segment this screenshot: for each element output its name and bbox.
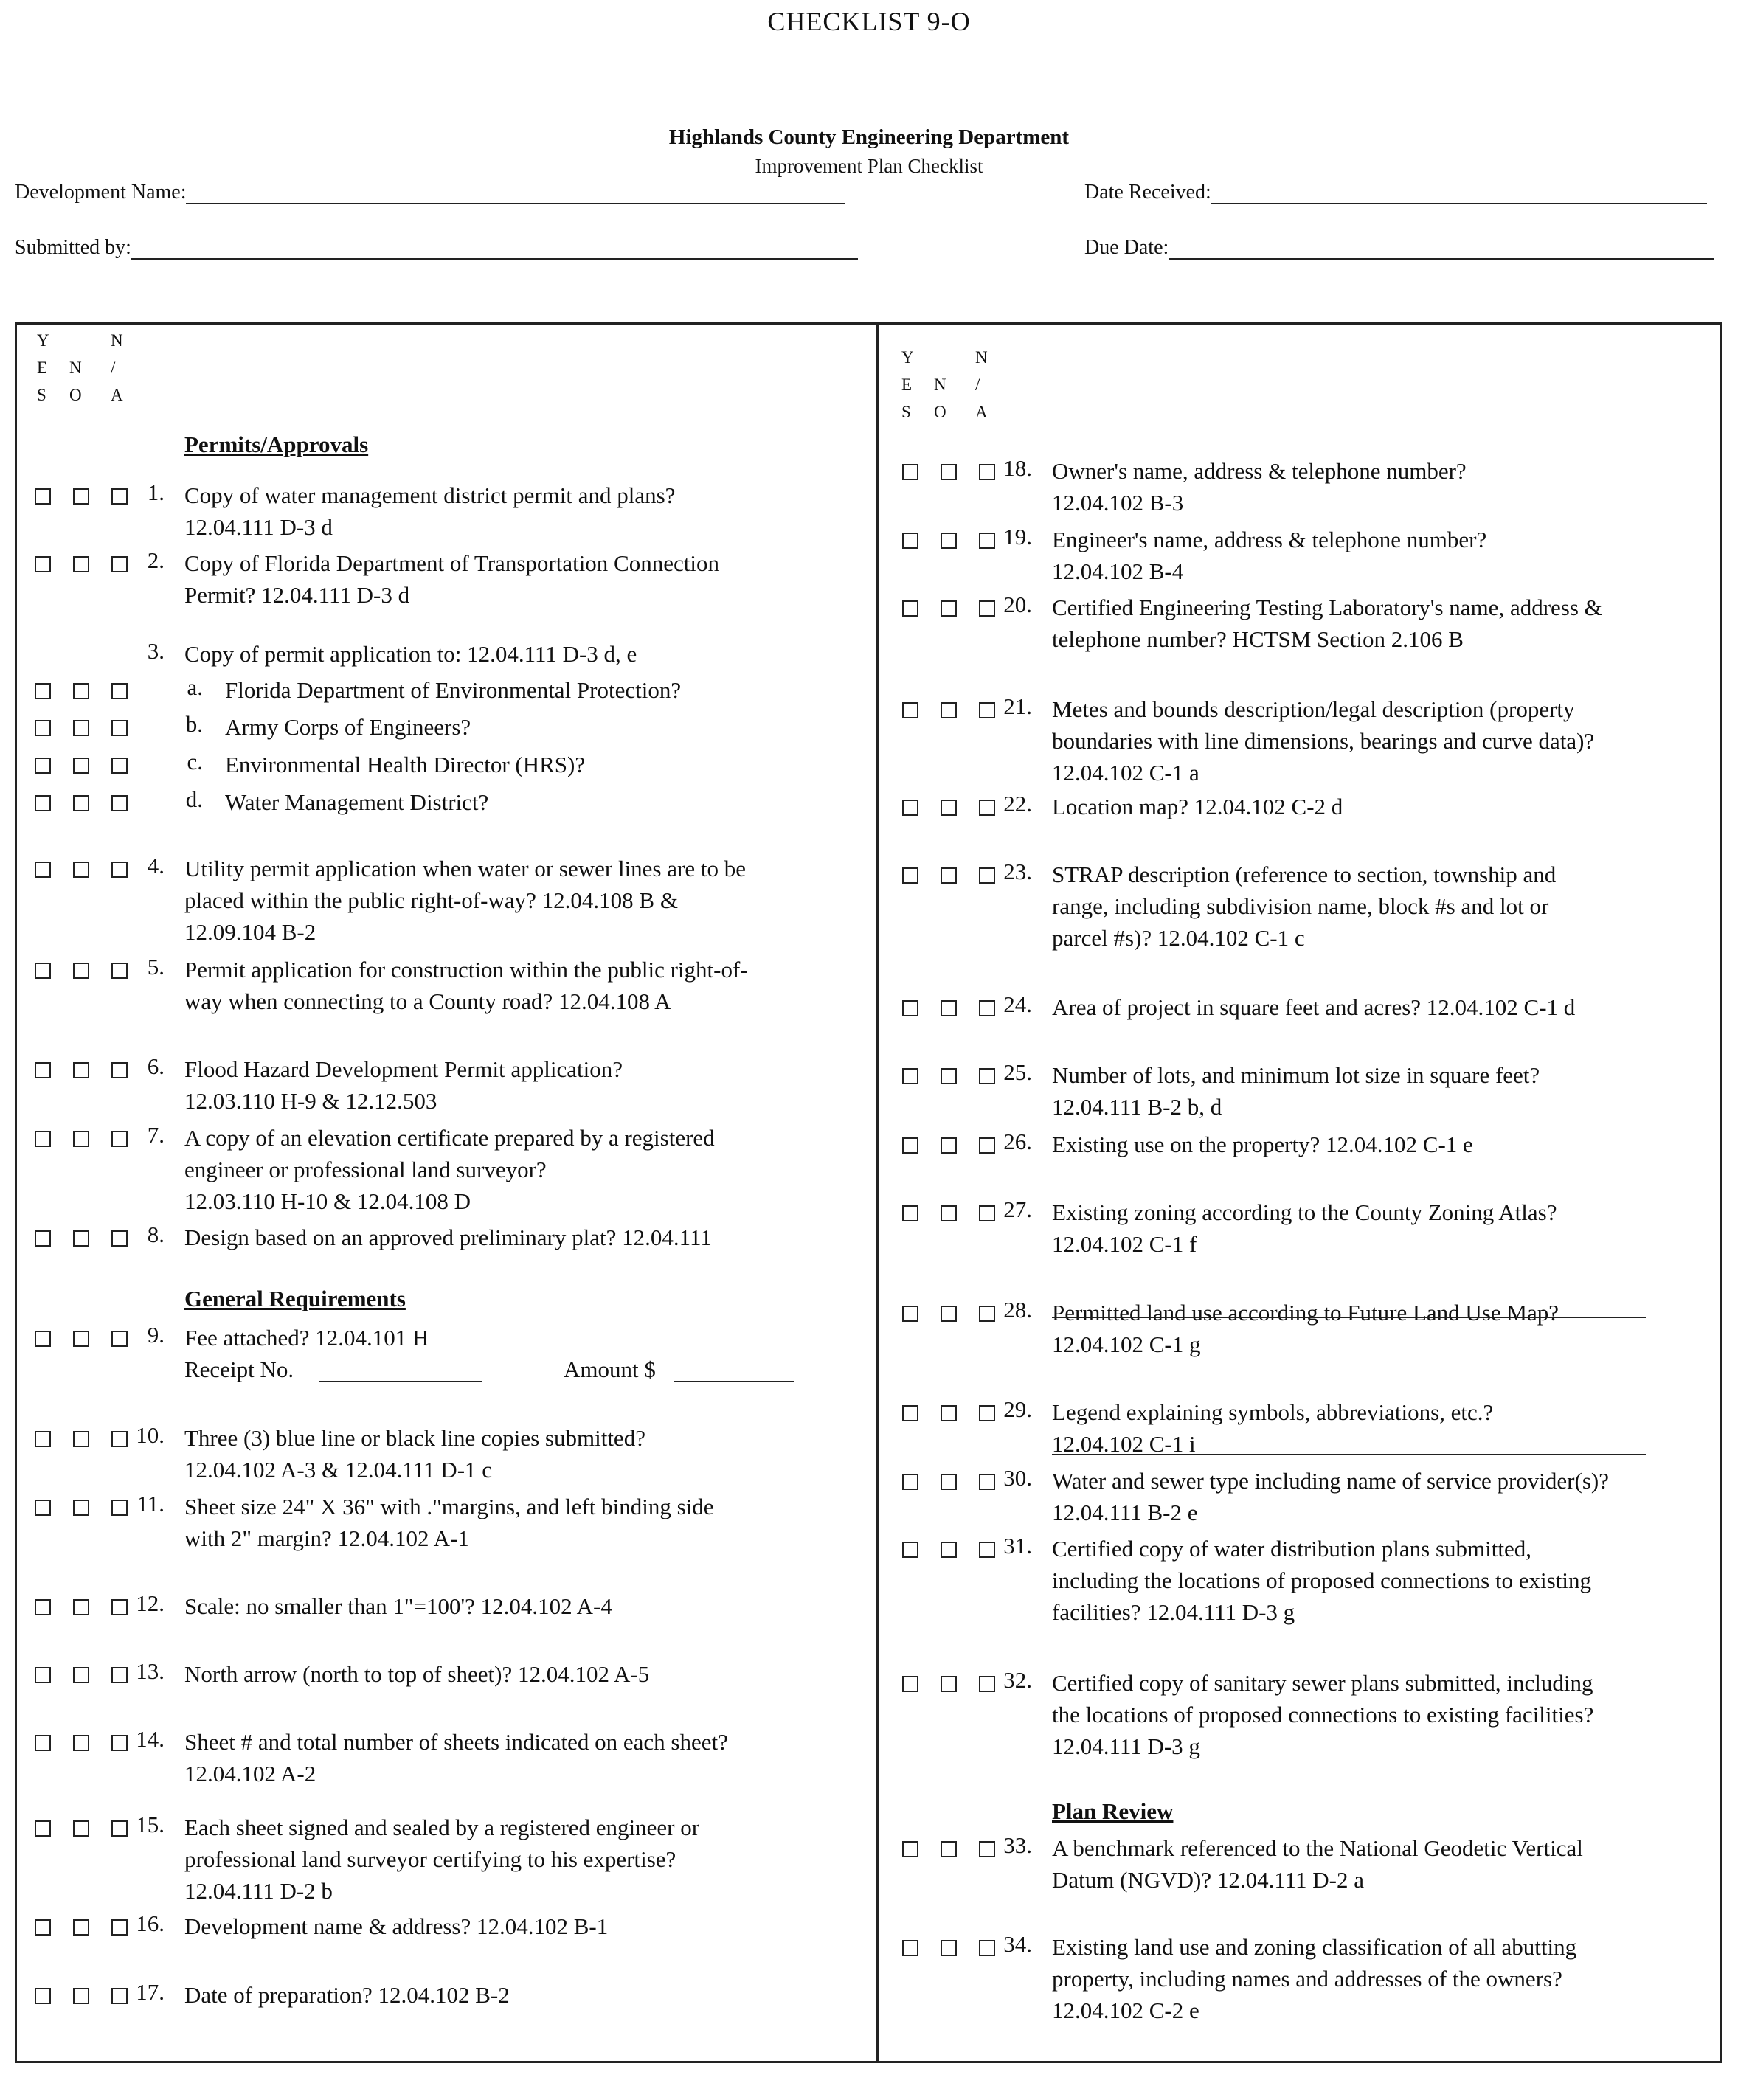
item-32-no-checkbox[interactable] [941,1306,957,1322]
item-5-na-checkbox[interactable] [111,720,128,736]
item-17-number: 13. [136,1658,165,1684]
item-35-no-checkbox[interactable] [941,1542,957,1558]
item-3-number: 3. [147,638,165,664]
item-33-text-line: Legend explaining symbols, abbreviations, etc.? [1052,1399,1494,1425]
item-14-text-line: 12.04.102 A-3 & 12.04.111 D-1 c [184,1457,493,1483]
item-12-text-line: Design based on an approved preliminary plat? 12.04.111 [184,1224,712,1250]
item-37-text-line: A benchmark referenced to the National Geodetic Vertical [1052,1835,1583,1861]
item-29-number: 25. [1003,1059,1032,1085]
item-35-number: 31. [1003,1533,1032,1559]
item-8-text-line: Utility permit application when water or sewer lines are to be [184,856,746,881]
item-37-number: 33. [1003,1832,1032,1858]
item-6-no-checkbox[interactable] [73,758,89,774]
item-33-text-line: 12.04.102 C-1 i [1052,1431,1196,1457]
item-2-number: 2. [147,547,165,573]
item-18-text-line: Sheet # and total number of sheets indicated on each sheet? [184,1729,728,1755]
item-26-text-line: Location map? 12.04.102 C-2 d [1052,794,1343,819]
item-35-text-line: including the locations of proposed connections to existing [1052,1567,1591,1593]
item-22-yes-checkbox[interactable] [902,464,918,480]
item-22-no-checkbox[interactable] [941,464,957,480]
item-12-number: 8. [147,1221,165,1247]
item-28-yes-checkbox[interactable] [902,1000,918,1016]
item-29-text-line: 12.04.111 B-2 b, d [1052,1094,1222,1120]
item-24-no-checkbox[interactable] [941,600,957,617]
item-20-number: 16. [136,1910,165,1936]
right-yes-header-letter: Y [901,348,914,367]
due-date-line[interactable] [1169,236,1714,260]
item-19-text-line: 12.04.111 D-2 b [184,1878,333,1904]
item-29-text-line: Number of lots, and minimum lot size in square feet? [1052,1062,1540,1088]
item-10-yes-checkbox[interactable] [35,1062,51,1078]
item-23-yes-checkbox[interactable] [902,533,918,549]
item-4-text-line: Florida Department of Environmental Protection? [225,677,682,703]
item-4-na-checkbox[interactable] [111,683,128,699]
item-5-text-line: Army Corps of Engineers? [225,714,471,740]
item-33-no-checkbox[interactable] [941,1405,957,1421]
item-9-number: 5. [147,954,165,980]
item-16-number: 12. [136,1590,165,1616]
item-4-no-checkbox[interactable] [73,683,89,699]
item-22-number: 18. [1003,455,1032,481]
development-name-label: Development Name: [15,181,187,204]
item-15-text-line: Sheet size 24" X 36" with ."margins, and left binding side [184,1494,714,1519]
item-11-no-checkbox[interactable] [73,1131,89,1147]
item-26-no-checkbox[interactable] [941,800,957,816]
column-divider [876,322,879,2063]
item-29-yes-checkbox[interactable] [902,1068,918,1084]
item-8-text-line: 12.09.104 B-2 [184,919,316,945]
item-20-text-line: Development name & address? 12.04.102 B-1 [184,1913,609,1939]
item-2-yes-checkbox[interactable] [35,556,51,572]
item-29-no-checkbox[interactable] [941,1068,957,1084]
item-31-text-line: 12.04.102 C-1 f [1052,1231,1197,1257]
item-21-yes-checkbox[interactable] [35,1988,51,2004]
item-36-no-checkbox[interactable] [941,1676,957,1692]
item-30-no-checkbox[interactable] [941,1137,957,1154]
item-1-number: 1. [147,479,165,505]
item-25-text-line: Metes and bounds description/legal description (property [1052,696,1575,722]
due-date-field[interactable] [1084,236,1714,260]
item-12-yes-checkbox[interactable] [35,1230,51,1247]
item-1-text-line: Copy of water management district permit and plans? [184,482,676,508]
item-12-no-checkbox[interactable] [73,1230,89,1247]
item-7-letter: d. [185,786,203,812]
item-30-number: 26. [1003,1129,1032,1154]
item-24-text-line: Certified Engineering Testing Laboratory's name, address & [1052,595,1602,620]
item-15-yes-checkbox[interactable] [35,1500,51,1516]
item-23-text-line: 12.04.102 B-4 [1052,558,1184,584]
submitted-by-line[interactable] [131,236,858,260]
item-35-text-line: facilities? 12.04.111 D-3 g [1052,1599,1295,1625]
item-6-na-checkbox[interactable] [111,758,128,774]
item-15-number: 11. [136,1491,165,1517]
left-yes-header-letter: E [37,358,48,377]
item-16-no-checkbox[interactable] [73,1599,89,1615]
item-24-text-line: telephone number? HCTSM Section 2.106 B [1052,626,1464,652]
item-11-yes-checkbox[interactable] [35,1131,51,1147]
item-6-yes-checkbox[interactable] [35,758,51,774]
form-subtitle: Improvement Plan Checklist [755,155,983,177]
item-14-yes-checkbox[interactable] [35,1431,51,1447]
item-19-text-line: Each sheet signed and sealed by a registered engineer or [184,1815,700,1840]
item-16-yes-checkbox[interactable] [35,1599,51,1615]
item-26-number: 22. [1003,791,1032,817]
item-11-text-line: 12.03.110 H-10 & 12.04.108 D [184,1188,471,1214]
item-7-text-line: Water Management District? [225,789,489,815]
item-37-no-checkbox[interactable] [941,1841,957,1857]
item-37-text-line: Datum (NGVD)? 12.04.111 D-2 a [1052,1867,1364,1893]
item-10-no-checkbox[interactable] [73,1062,89,1078]
left-yes-header-letter: Y [37,331,49,350]
item-10-text-line: Flood Hazard Development Permit application? [184,1056,623,1082]
item-7-yes-checkbox[interactable] [35,795,51,811]
item-31-text-line: Existing zoning according to the County Zoning Atlas? [1052,1199,1557,1225]
item-6-letter: c. [187,749,203,774]
item-22-text-line: Owner's name, address & telephone number? [1052,458,1467,484]
item-9-text-line: Permit application for construction within the public right-of- [184,957,748,983]
item-27-text-line: STRAP description (reference to section, township and [1052,862,1557,887]
item-33-yes-checkbox[interactable] [902,1405,918,1421]
amount-label: Amount $ [564,1356,656,1382]
item-25-text-line: boundaries with line dimensions, bearings and curve data)? [1052,728,1595,754]
submitted-by-label: Submitted by: [15,236,131,259]
left-na-header-letter: / [111,358,116,377]
item-26-yes-checkbox[interactable] [902,800,918,816]
item-23-number: 19. [1003,524,1032,550]
due-date-label: Due Date: [1084,236,1169,259]
item-18-number: 14. [136,1726,165,1752]
amount-line[interactable] [674,1381,794,1382]
item-10-text-line: 12.03.110 H-9 & 12.12.503 [184,1088,437,1114]
item-25-yes-checkbox[interactable] [902,702,918,718]
item-13-no-checkbox[interactable] [73,1331,89,1347]
item-4-yes-checkbox[interactable] [35,683,51,699]
item-9-yes-checkbox[interactable] [35,963,51,979]
section-general-header: General Requirements [184,1286,406,1311]
development-name-field[interactable] [15,181,845,204]
item-14-number: 10. [136,1422,165,1448]
item-11-number: 7. [147,1122,165,1148]
item-11-text-line: engineer or professional land surveyor? [184,1157,547,1182]
item-8-number: 4. [147,853,165,879]
item-34-text-line: Water and sewer type including name of service provider(s)? [1052,1468,1609,1494]
item-2-text-line: Copy of Florida Department of Transportation Connection [184,550,719,576]
item-8-yes-checkbox[interactable] [35,862,51,878]
item-5-no-checkbox[interactable] [73,720,89,736]
item-30-yes-checkbox[interactable] [902,1137,918,1154]
right-na-header-letter: / [975,375,980,394]
item-38-number: 34. [1003,1931,1032,1957]
item-20-yes-checkbox[interactable] [35,1919,51,1936]
zoning-underline[interactable] [1052,1317,1646,1318]
item-34-number: 30. [1003,1465,1032,1491]
item-7-na-checkbox[interactable] [111,795,128,811]
item-14-no-checkbox[interactable] [73,1431,89,1447]
date-received-field[interactable] [1084,181,1707,204]
item-38-text-line: 12.04.102 C-2 e [1052,1997,1199,2023]
right-yes-header-letter: E [901,375,913,394]
item-24-yes-checkbox[interactable] [902,600,918,617]
left-no-header-letter: N [69,358,82,377]
item-25-text-line: 12.04.102 C-1 a [1052,760,1199,786]
item-3-text-line: Copy of permit application to: 12.04.111 D-3 d, e [184,641,637,667]
item-1-no-checkbox[interactable] [73,488,89,505]
item-34-yes-checkbox[interactable] [902,1474,918,1490]
item-28-text-line: Area of project in square feet and acres? 12.04.102 C-1 d [1052,994,1576,1020]
item-36-text-line: the locations of proposed connections to existing facilities? [1052,1702,1594,1728]
item-34-text-line: 12.04.111 B-2 e [1052,1500,1198,1525]
item-18-text-line: 12.04.102 A-2 [184,1761,316,1787]
section-plan-review-header: Plan Review [1052,1798,1174,1824]
item-32-text-line: Permitted land use according to Future Land Use Map? [1052,1300,1559,1326]
item-34-no-checkbox[interactable] [941,1474,957,1490]
item-36-text-line: 12.04.111 D-3 g [1052,1733,1200,1759]
item-7-no-checkbox[interactable] [73,795,89,811]
item-2-text-line: Permit? 12.04.111 D-3 d [184,582,410,608]
right-na-header-letter: N [975,348,988,367]
item-38-text-line: property, including names and addresses of the owners? [1052,1966,1562,1992]
item-19-yes-checkbox[interactable] [35,1820,51,1837]
item-33-number: 29. [1003,1396,1032,1422]
development-name-line[interactable] [186,181,845,204]
item-31-yes-checkbox[interactable] [902,1205,918,1221]
item-21-no-checkbox[interactable] [73,1988,89,2004]
land-use-underline[interactable] [1052,1454,1646,1455]
right-no-header-letter: N [934,375,946,394]
item-13-number: 9. [147,1322,165,1348]
item-15-text-line: with 2" margin? 12.04.102 A-1 [184,1525,469,1551]
item-22-text-line: 12.04.102 B-3 [1052,490,1184,516]
item-17-no-checkbox[interactable] [73,1667,89,1683]
item-18-no-checkbox[interactable] [73,1735,89,1751]
item-37-yes-checkbox[interactable] [902,1841,918,1857]
left-no-header-letter: O [69,386,82,404]
item-38-no-checkbox[interactable] [941,1940,957,1956]
item-21-text-line: Date of preparation? 12.04.102 B-2 [184,1982,510,2008]
item-18-yes-checkbox[interactable] [35,1735,51,1751]
item-5-yes-checkbox[interactable] [35,720,51,736]
item-21-number: 17. [136,1979,165,2005]
item-25-number: 21. [1003,693,1032,719]
item-30-text-line: Existing use on the property? 12.04.102 C-1 e [1052,1132,1473,1157]
receipt-line[interactable] [319,1381,482,1382]
item-8-no-checkbox[interactable] [73,862,89,878]
item-19-text-line: professional land surveyor certifying to his expertise? [184,1846,676,1872]
item-19-no-checkbox[interactable] [73,1820,89,1837]
item-11-text-line: A copy of an elevation certificate prepared by a registered [184,1125,715,1151]
item-6-text-line: Environmental Health Director (HRS)? [225,752,586,777]
item-5-letter: b. [185,711,203,737]
item-32-yes-checkbox[interactable] [902,1306,918,1322]
item-1-text-line: 12.04.111 D-3 d [184,514,333,540]
item-31-number: 27. [1003,1196,1032,1222]
left-na-header-letter: N [111,331,123,350]
date-received-line[interactable] [1211,181,1707,204]
item-16-text-line: Scale: no smaller than 1"=100'? 12.04.102 A-4 [184,1593,612,1619]
submitted-by-field[interactable] [15,236,858,260]
item-24-number: 20. [1003,592,1032,617]
item-27-number: 23. [1003,859,1032,884]
item-2-no-checkbox[interactable] [73,556,89,572]
item-23-text-line: Engineer's name, address & telephone number? [1052,527,1487,552]
item-36-yes-checkbox[interactable] [902,1676,918,1692]
page-title: CHECKLIST 9-O [767,7,971,36]
item-1-yes-checkbox[interactable] [35,488,51,505]
right-no-header-letter: O [934,403,946,421]
item-19-number: 15. [136,1812,165,1837]
item-38-yes-checkbox[interactable] [902,1940,918,1956]
item-17-text-line: North arrow (north to top of sheet)? 12.04.102 A-5 [184,1661,650,1687]
item-15-no-checkbox[interactable] [73,1500,89,1516]
item-32-text-line: 12.04.102 C-1 g [1052,1331,1201,1357]
item-4-letter: a. [187,674,203,700]
item-35-text-line: Certified copy of water distribution plans submitted, [1052,1536,1532,1562]
item-36-number: 32. [1003,1667,1032,1693]
item-14-text-line: Three (3) blue line or black line copies submitted? [184,1425,645,1451]
right-na-header-letter: A [975,403,988,421]
item-8-text-line: placed within the public right-of-way? 12.04.108 B & [184,887,678,913]
item-35-yes-checkbox[interactable] [902,1542,918,1558]
receipt-label: Receipt No. [184,1356,294,1382]
date-received-label: Date Received: [1084,181,1211,204]
item-20-no-checkbox[interactable] [73,1919,89,1936]
item-36-text-line: Certified copy of sanitary sewer plans submitted, including [1052,1670,1593,1696]
item-27-text-line: parcel #s)? 12.04.102 C-1 c [1052,925,1305,951]
item-38-text-line: Existing land use and zoning classification of all abutting [1052,1934,1577,1960]
item-25-no-checkbox[interactable] [941,702,957,718]
item-13-yes-checkbox[interactable] [35,1331,51,1347]
item-31-no-checkbox[interactable] [941,1205,957,1221]
item-9-text-line: way when connecting to a County road? 12.04.108 A [184,988,671,1014]
item-28-number: 24. [1003,991,1032,1017]
item-28-no-checkbox[interactable] [941,1000,957,1016]
item-13-text-line: Fee attached? 12.04.101 H [184,1325,429,1351]
item-27-yes-checkbox[interactable] [902,867,918,884]
item-27-no-checkbox[interactable] [941,867,957,884]
item-17-yes-checkbox[interactable] [35,1667,51,1683]
item-10-number: 6. [147,1053,165,1079]
section-permits-header: Permits/Approvals [184,432,369,457]
item-23-no-checkbox[interactable] [941,533,957,549]
left-na-header-letter: A [111,386,123,404]
organization-name: Highlands County Engineering Department [668,125,1070,149]
item-9-no-checkbox[interactable] [73,963,89,979]
item-27-text-line: range, including subdivision name, block #s and lot or [1052,893,1549,919]
right-yes-header-letter: S [901,403,911,421]
item-32-number: 28. [1003,1297,1032,1323]
left-yes-header-letter: S [37,386,46,404]
